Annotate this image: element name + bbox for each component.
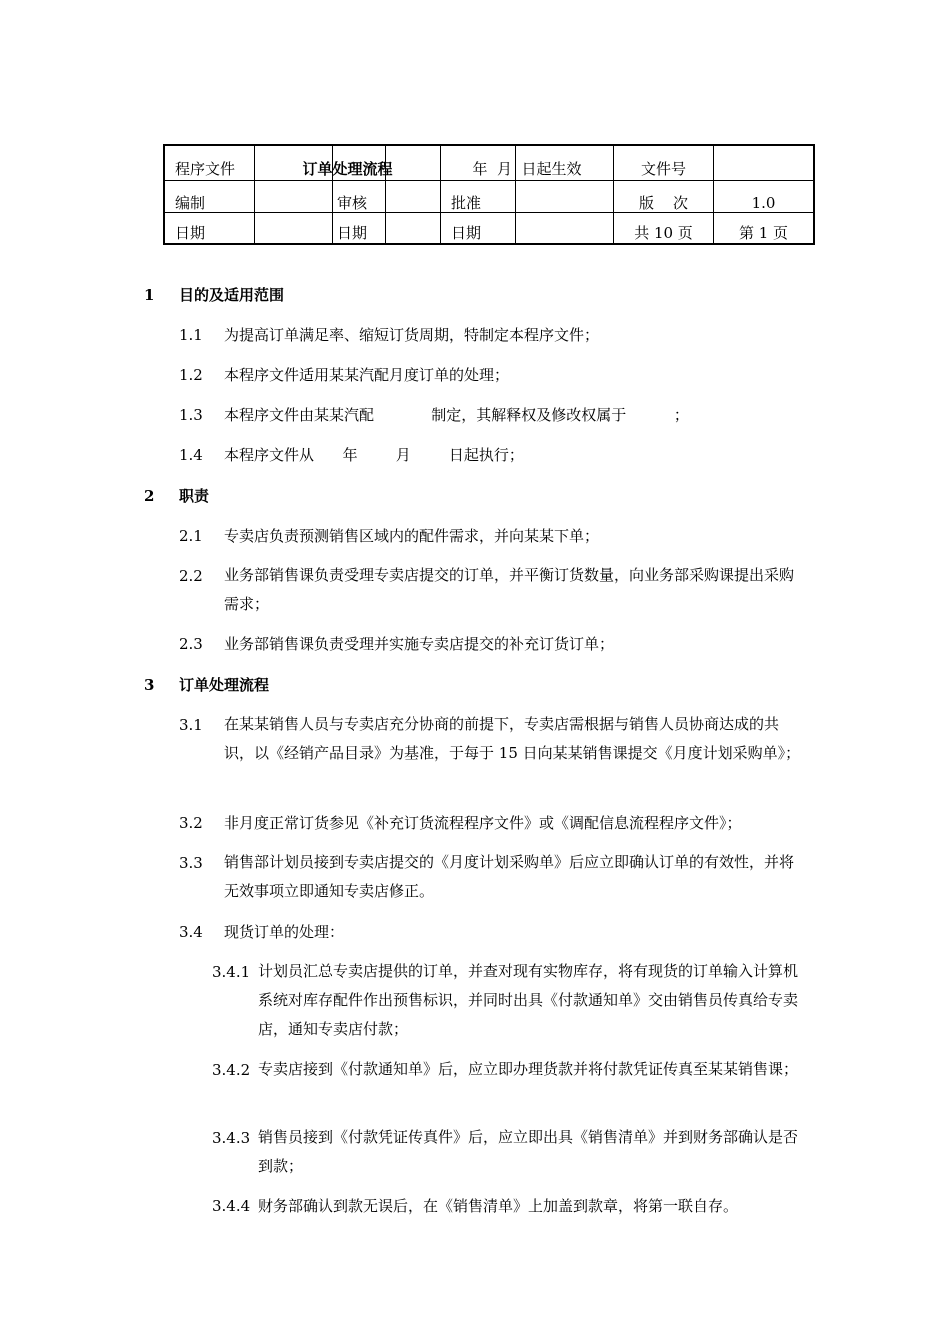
item-text: 现货订单的处理： <box>224 923 345 941</box>
subitem-text: 销售员接到《付款凭证传真件》后，应立即出具《销售清单》并到财务部确认是否到款； <box>258 1128 799 1175</box>
reviewed-by-label: 审核 <box>337 194 368 212</box>
section-number: 3 <box>144 676 155 694</box>
version-value: 1.0 <box>751 194 776 212</box>
subitem-text: 专卖店接到《付款通知单》后，应立即办理货款并将付款凭证传真至某某销售课； <box>258 1060 799 1078</box>
subitem-number: 3.4.3 <box>212 1129 251 1147</box>
doc-type-label: 程序文件 <box>175 160 236 178</box>
subitem-number: 3.4.2 <box>212 1061 251 1079</box>
prepared-by-label: 编制 <box>175 194 206 212</box>
effective-date-label: 年 月 日起生效 <box>472 160 582 178</box>
item-text: 非月度正常订货参见《补充订货流程程序文件》或《调配信息流程程序文件》； <box>224 814 742 832</box>
subitem-number: 3.4.1 <box>212 963 251 981</box>
item-text: 业务部销售课负责受理并实施专卖店提交的补充订货订单； <box>224 635 615 653</box>
item-number: 2.1 <box>179 527 203 545</box>
header-table <box>163 144 815 245</box>
approved-by-label: 批准 <box>451 194 482 212</box>
item-text: 专卖店负责预测销售区域内的配件需求，并向某某下单； <box>224 527 600 545</box>
section-title: 目的及适用范围 <box>179 286 285 304</box>
subitem-text: 财务部确认到款无误后，在《销售清单》上加盖到款章，将第一联自存。 <box>258 1197 739 1215</box>
item-number: 1.2 <box>179 366 203 384</box>
section-number: 1 <box>144 286 155 304</box>
prepared-date-label: 日期 <box>175 224 206 242</box>
total-pages: 共 10 页 <box>634 224 693 242</box>
page-number: 第 1 页 <box>738 224 789 242</box>
item-number: 3.2 <box>179 814 203 832</box>
item-number: 3.1 <box>179 716 203 734</box>
subitem-text: 计划员汇总专卖店提供的订单，并查对现有实物库存，将有现货的订单输入计算机系统对库存配件作出预售标识，并同时出具《付款通知单》交由销售员传真给专卖店，通知专卖店付款； <box>258 962 799 1038</box>
reviewed-date-label: 日期 <box>337 224 368 242</box>
approved-date-label: 日期 <box>451 224 482 242</box>
item-number: 2.3 <box>179 635 203 653</box>
item-text: 在某某销售人员与专卖店充分协商的前提下，专卖店需根据与销售人员协商达成的共识，以《经销产品目录》为基准，于每于 15 日向某某销售课提交《月度计划采购单》； <box>224 715 801 762</box>
item-text: 业务部销售课负责受理专卖店提交的订单，并平衡订货数量，向业务部采购课提出采购需求； <box>224 566 795 613</box>
subitem-number: 3.4.4 <box>212 1197 251 1215</box>
item-number: 1.4 <box>179 446 203 464</box>
item-text: 销售部计划员接到专卖店提交的《月度计划采购单》后应立即确认订单的有效性，并将无效事项立即通知专卖店修正。 <box>224 853 795 900</box>
item-number: 3.3 <box>179 854 203 872</box>
item-text: 为提高订单满足率、缩短订货周期，特制定本程序文件； <box>224 326 600 344</box>
section-title: 职责 <box>179 487 210 505</box>
item-number: 1.3 <box>179 406 203 424</box>
section-title: 订单处理流程 <box>179 676 270 694</box>
item-number: 3.4 <box>179 923 203 941</box>
item-number: 1.1 <box>179 326 203 344</box>
doc-title: 订单处理流程 <box>302 160 393 178</box>
item-text: 本程序文件从 年 月 日起执行； <box>224 446 524 464</box>
item-text: 本程序文件适用某某汽配月度订单的处理； <box>224 366 510 384</box>
item-number: 2.2 <box>179 567 203 585</box>
doc-number-label: 文件号 <box>640 160 686 178</box>
version-label: 版 次 <box>638 194 689 212</box>
item-text: 本程序文件由某某汽配 制定，其解释权及修改权属于 ； <box>224 406 689 424</box>
section-number: 2 <box>144 487 155 505</box>
